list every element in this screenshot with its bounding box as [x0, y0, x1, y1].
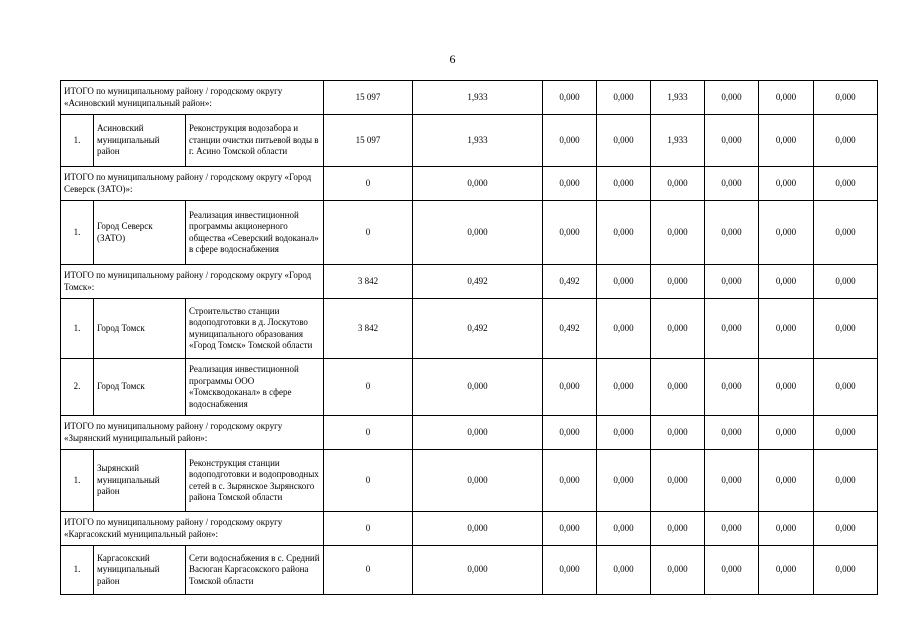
table-body: [61, 81, 878, 595]
cell-value: 0,000: [597, 115, 651, 167]
cell-value: 0,000: [705, 416, 759, 450]
row-number: 1.: [61, 201, 94, 265]
district-name: Асиновский муниципальный район: [94, 115, 186, 167]
cell-value: 0,000: [651, 512, 705, 546]
cell-value: 0,000: [543, 201, 597, 265]
total-label: ИТОГО по муниципальному району / городскому округу «Асиновский муниципальный район»:: [61, 81, 324, 115]
cell-value: 0,000: [814, 167, 878, 201]
cell-value: 0,000: [814, 265, 878, 299]
project-name: Реконструкция водозабора и станции очистки питьевой воды в г. Асино Томской области: [186, 115, 324, 167]
cell-value: 0,000: [705, 299, 759, 359]
cell-value: 0,000: [597, 265, 651, 299]
cell-value: 0,000: [759, 299, 814, 359]
cell-value: 0,000: [705, 359, 759, 416]
cell-value: 0,000: [543, 546, 597, 595]
cell-value: 0,000: [705, 81, 759, 115]
total-row-kargasoksky: [61, 512, 878, 546]
cell-value: 0,000: [413, 512, 543, 546]
item-row: [61, 359, 878, 416]
project-name: Реализация инвестиционной программы ООО «Томскводоканал» в сфере водоснабжения: [186, 359, 324, 416]
cell-value: 0: [324, 416, 413, 450]
district-name: Город Томск: [94, 359, 186, 416]
cell-value: 0,000: [597, 299, 651, 359]
cell-value: 0,000: [543, 167, 597, 201]
project-name: Реконструкция станции водоподготовки и водопроводных сетей в с. Зырянское Зырянского района Томской области: [186, 450, 324, 512]
cell-value: 3 842: [324, 265, 413, 299]
cell-value: 15 097: [324, 81, 413, 115]
total-row-asino: [61, 81, 878, 115]
cell-value: 0,000: [759, 265, 814, 299]
cell-value: 0,000: [597, 546, 651, 595]
cell-value: 0,000: [413, 546, 543, 595]
cell-value: 0,000: [651, 546, 705, 595]
item-row: [61, 115, 878, 167]
total-label: ИТОГО по муниципальному району / городскому округу «Город Томск»:: [61, 265, 324, 299]
cell-value: 0,000: [705, 265, 759, 299]
cell-value: 0,000: [651, 450, 705, 512]
cell-value: 0,000: [705, 115, 759, 167]
total-label: ИТОГО по муниципальному району / городскому округу «Каргасокский муниципальный район»:: [61, 512, 324, 546]
district-name: Город Томск: [94, 299, 186, 359]
cell-value: 0,000: [543, 115, 597, 167]
total-row-seversk: [61, 167, 878, 201]
total-row-zyryansky: [61, 416, 878, 450]
cell-value: 0,000: [597, 167, 651, 201]
cell-value: 0,000: [759, 416, 814, 450]
cell-value: 0,000: [759, 81, 814, 115]
cell-value: 0,000: [597, 201, 651, 265]
cell-value: 0: [324, 450, 413, 512]
total-label: ИТОГО по муниципальному району / городскому округу «Город Северск (ЗАТО)»:: [61, 167, 324, 201]
cell-value: 0,492: [413, 265, 543, 299]
cell-value: 0,000: [651, 265, 705, 299]
cell-value: 0,000: [413, 167, 543, 201]
cell-value: 0,000: [814, 299, 878, 359]
cell-value: 0,000: [413, 450, 543, 512]
cell-value: 0,000: [705, 167, 759, 201]
cell-value: 0,000: [597, 450, 651, 512]
cell-value: 0,000: [814, 359, 878, 416]
row-number: 1.: [61, 299, 94, 359]
cell-value: 0,000: [759, 201, 814, 265]
cell-value: 3 842: [324, 299, 413, 359]
cell-value: 0,000: [543, 512, 597, 546]
item-row: [61, 546, 878, 595]
cell-value: 0,000: [597, 81, 651, 115]
cell-value: 0,000: [814, 81, 878, 115]
item-row: [61, 201, 878, 265]
total-row-tomsk: [61, 265, 878, 299]
cell-value: 0,000: [543, 450, 597, 512]
district-name: Зырянский муниципальный район: [94, 450, 186, 512]
cell-value: 1,933: [651, 115, 705, 167]
cell-value: 0,000: [705, 546, 759, 595]
item-row: [61, 299, 878, 359]
cell-value: 0,000: [651, 167, 705, 201]
cell-value: 0: [324, 512, 413, 546]
cell-value: 0,000: [597, 416, 651, 450]
cell-value: 0,000: [705, 450, 759, 512]
cell-value: 0,000: [759, 450, 814, 512]
cell-value: 0,000: [597, 359, 651, 416]
cell-value: 0,000: [413, 359, 543, 416]
cell-value: 0,000: [814, 115, 878, 167]
project-name: Строительство станции водоподготовки в д. Лоскутово муниципального образования «Город Томск» Томской области: [186, 299, 324, 359]
row-number: 1.: [61, 450, 94, 512]
cell-value: 0,000: [651, 201, 705, 265]
district-name: Каргасокский муниципальный район: [94, 546, 186, 595]
cell-value: 0: [324, 546, 413, 595]
cell-value: 15 097: [324, 115, 413, 167]
project-name: Реализация инвестиционной программы акционерного общества «Северский водоканал» в сфере водоснабжения: [186, 201, 324, 265]
cell-value: 0,000: [759, 359, 814, 416]
cell-value: 0,000: [814, 450, 878, 512]
item-row: [61, 450, 878, 512]
cell-value: 0,000: [651, 359, 705, 416]
cell-value: 0,000: [814, 546, 878, 595]
row-number: 1.: [61, 546, 94, 595]
cell-value: 0,492: [543, 265, 597, 299]
cell-value: 0,000: [543, 416, 597, 450]
cell-value: 0,000: [814, 416, 878, 450]
cell-value: 0,000: [543, 81, 597, 115]
cell-value: 0,000: [705, 512, 759, 546]
cell-value: 0,000: [651, 416, 705, 450]
page-number: 6: [449, 52, 456, 66]
cell-value: 0,000: [814, 201, 878, 265]
district-name: Город Северск (ЗАТО): [94, 201, 186, 265]
cell-value: 0,000: [705, 201, 759, 265]
project-name: Сети водоснабжения в с. Средний Васюган Каргасокского района Томской области: [186, 546, 324, 595]
cell-value: 0,000: [413, 201, 543, 265]
cell-value: 1,933: [413, 81, 543, 115]
total-label: ИТОГО по муниципальному району / городскому округу «Зырянский муниципальный район»:: [61, 416, 324, 450]
cell-value: 0,000: [543, 359, 597, 416]
row-number: 1.: [61, 115, 94, 167]
cell-value: 0: [324, 359, 413, 416]
cell-value: 1,933: [651, 81, 705, 115]
cell-value: 0,000: [759, 115, 814, 167]
cell-value: 0,000: [759, 546, 814, 595]
cell-value: 0,000: [651, 299, 705, 359]
cell-value: 0,492: [413, 299, 543, 359]
row-number: 2.: [61, 359, 94, 416]
cell-value: 0,000: [759, 512, 814, 546]
program-table: [60, 80, 878, 595]
cell-value: 0: [324, 201, 413, 265]
cell-value: 0,000: [814, 512, 878, 546]
cell-value: 0,000: [413, 416, 543, 450]
cell-value: 1,933: [413, 115, 543, 167]
cell-value: 0,000: [597, 512, 651, 546]
cell-value: 0: [324, 167, 413, 201]
cell-value: 0,000: [759, 167, 814, 201]
cell-value: 0,492: [543, 299, 597, 359]
